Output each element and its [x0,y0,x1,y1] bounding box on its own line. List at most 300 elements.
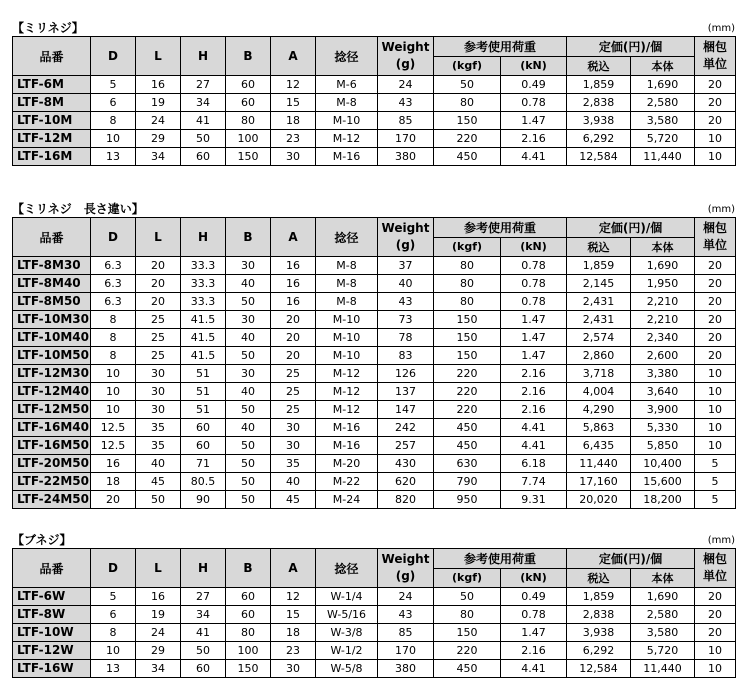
cell-weight: 147 [378,401,434,419]
table-header [13,37,736,76]
header-l: L [136,218,181,257]
cell-price-base: 18,200 [631,491,695,509]
cell-b: 50 [226,437,271,455]
cell-h: 27 [181,588,226,606]
cell-pack-unit: 10 [695,130,736,148]
cell-weight: 257 [378,437,434,455]
header-thread: 捻径 [316,218,378,257]
cell-thread: M-22 [316,473,378,491]
cell-model: LTF-8M40 [13,275,91,293]
cell-load-kn: 2.16 [501,642,567,660]
cell-b: 50 [226,347,271,365]
cell-d: 6 [91,606,136,624]
cell-a: 23 [271,130,316,148]
cell-b: 60 [226,76,271,94]
header-d: D [91,218,136,257]
header-price-group: 定価(円)/個 [567,37,695,57]
spec-table [12,36,736,166]
header-l: L [136,549,181,588]
cell-price-base: 3,640 [631,383,695,401]
cell-b: 150 [226,660,271,678]
table-row [13,606,736,624]
cell-l: 40 [136,455,181,473]
cell-pack-unit: 20 [695,293,736,311]
cell-a: 25 [271,401,316,419]
header-h: H [181,37,226,76]
cell-l: 34 [136,148,181,166]
cell-a: 16 [271,275,316,293]
header-load-kgf: (kgf) [434,56,501,76]
cell-price-base: 2,340 [631,329,695,347]
cell-model: LTF-8M [13,94,91,112]
table-row [13,642,736,660]
cell-h: 60 [181,437,226,455]
header-pack [695,218,736,257]
cell-a: 18 [271,112,316,130]
cell-a: 15 [271,606,316,624]
cell-a: 12 [271,588,316,606]
cell-d: 8 [91,624,136,642]
cell-d: 18 [91,473,136,491]
header-load-kn: (kN) [501,237,567,257]
cell-load-kn: 7.74 [501,473,567,491]
cell-thread: W-5/8 [316,660,378,678]
cell-model: LTF-8W [13,606,91,624]
cell-h: 41.5 [181,329,226,347]
cell-price-tax: 20,020 [567,491,631,509]
cell-h: 41.5 [181,311,226,329]
cell-h: 33.3 [181,257,226,275]
cell-load-kn: 1.47 [501,347,567,365]
header-load-kn: (kN) [501,568,567,588]
cell-price-tax: 2,838 [567,94,631,112]
cell-thread: M-16 [316,148,378,166]
cell-a: 30 [271,419,316,437]
table-row [13,588,736,606]
cell-price-tax: 2,574 [567,329,631,347]
cell-b: 30 [226,365,271,383]
cell-price-base: 11,440 [631,148,695,166]
cell-weight: 73 [378,311,434,329]
cell-load-kn: 1.47 [501,624,567,642]
cell-h: 60 [181,419,226,437]
cell-thread: M-16 [316,437,378,455]
cell-b: 60 [226,588,271,606]
cell-d: 6.3 [91,275,136,293]
cell-thread: M-8 [316,293,378,311]
section-metric [12,20,735,166]
cell-weight: 126 [378,365,434,383]
cell-a: 23 [271,642,316,660]
cell-h: 51 [181,383,226,401]
header-pack-top: 梱包 [703,40,728,54]
cell-h: 51 [181,365,226,383]
cell-a: 18 [271,624,316,642]
cell-weight: 380 [378,660,434,678]
cell-d: 10 [91,401,136,419]
cell-weight: 242 [378,419,434,437]
header-price-base: 本体 [631,56,695,76]
header-load-kgf: (kgf) [434,568,501,588]
cell-a: 30 [271,660,316,678]
cell-d: 13 [91,660,136,678]
cell-weight: 85 [378,112,434,130]
cell-b: 100 [226,642,271,660]
cell-b: 60 [226,606,271,624]
header-pack-bottom: 単位 [703,238,728,252]
unit-label: (mm) [707,204,735,215]
cell-price-base: 1,690 [631,257,695,275]
cell-pack-unit: 20 [695,606,736,624]
cell-model: LTF-16M [13,148,91,166]
cell-d: 8 [91,112,136,130]
cell-b: 150 [226,148,271,166]
cell-load-kgf: 450 [434,419,501,437]
cell-price-base: 2,210 [631,311,695,329]
cell-thread: W-5/16 [316,606,378,624]
cell-thread: W-1/2 [316,642,378,660]
cell-price-base: 2,580 [631,94,695,112]
cell-load-kn: 0.49 [501,588,567,606]
spec-table [12,548,736,678]
table-row [13,419,736,437]
header-b: B [226,37,271,76]
table-row [13,76,736,94]
cell-model: LTF-16W [13,660,91,678]
cell-load-kgf: 790 [434,473,501,491]
cell-pack-unit: 20 [695,275,736,293]
cell-thread: M-10 [316,329,378,347]
table-row [13,624,736,642]
cell-l: 19 [136,94,181,112]
header-price-group: 定価(円)/個 [567,549,695,569]
cell-price-tax: 4,004 [567,383,631,401]
cell-thread: M-10 [316,311,378,329]
cell-d: 8 [91,347,136,365]
cell-load-kn: 2.16 [501,130,567,148]
cell-load-kgf: 150 [434,311,501,329]
header-model: 品番 [13,549,91,588]
cell-pack-unit: 10 [695,437,736,455]
cell-l: 19 [136,606,181,624]
cell-d: 8 [91,311,136,329]
cell-pack-unit: 10 [695,148,736,166]
cell-weight: 380 [378,148,434,166]
cell-b: 30 [226,311,271,329]
section-whitworth [12,532,735,678]
cell-l: 20 [136,257,181,275]
section-title: 【ミリネジ 長さ違い】 [12,202,144,216]
cell-thread: M-12 [316,401,378,419]
cell-d: 6 [91,94,136,112]
cell-load-kgf: 220 [434,365,501,383]
cell-price-tax: 5,863 [567,419,631,437]
cell-b: 100 [226,130,271,148]
header-l: L [136,37,181,76]
header-pack-top: 梱包 [703,552,728,566]
cell-model: LTF-16M50 [13,437,91,455]
cell-price-tax: 2,431 [567,293,631,311]
table-header [13,218,736,257]
cell-weight: 43 [378,606,434,624]
cell-load-kgf: 50 [434,76,501,94]
cell-l: 20 [136,275,181,293]
cell-price-tax: 11,440 [567,455,631,473]
cell-load-kn: 4.41 [501,148,567,166]
cell-thread: M-10 [316,112,378,130]
header-price-tax: 税込 [567,56,631,76]
cell-load-kn: 0.78 [501,94,567,112]
table-row [13,112,736,130]
cell-load-kgf: 220 [434,642,501,660]
cell-l: 20 [136,293,181,311]
header-price-base: 本体 [631,568,695,588]
cell-load-kn: 1.47 [501,329,567,347]
section-header [12,201,735,217]
cell-price-tax: 6,292 [567,642,631,660]
cell-pack-unit: 20 [695,76,736,94]
cell-load-kgf: 150 [434,624,501,642]
cell-h: 80.5 [181,473,226,491]
cell-h: 33.3 [181,293,226,311]
cell-h: 34 [181,606,226,624]
cell-weight: 43 [378,293,434,311]
header-weight-label: Weight [381,552,430,566]
cell-pack-unit: 20 [695,329,736,347]
cell-l: 16 [136,76,181,94]
cell-thread: M-8 [316,94,378,112]
cell-model: LTF-12M30 [13,365,91,383]
cell-price-base: 10,400 [631,455,695,473]
header-weight-unit: (g) [395,569,416,583]
cell-load-kgf: 80 [434,293,501,311]
cell-model: LTF-10M30 [13,311,91,329]
cell-d: 5 [91,588,136,606]
cell-h: 51 [181,401,226,419]
cell-h: 33.3 [181,275,226,293]
header-price-group: 定価(円)/個 [567,218,695,238]
cell-pack-unit: 10 [695,660,736,678]
cell-load-kn: 4.41 [501,437,567,455]
table-row [13,455,736,473]
header-h: H [181,218,226,257]
table-row [13,329,736,347]
table-row [13,347,736,365]
cell-weight: 170 [378,642,434,660]
cell-d: 8 [91,329,136,347]
cell-b: 40 [226,329,271,347]
cell-price-base: 5,720 [631,642,695,660]
cell-weight: 430 [378,455,434,473]
cell-h: 50 [181,130,226,148]
cell-d: 6.3 [91,293,136,311]
cell-thread: M-6 [316,76,378,94]
cell-l: 24 [136,624,181,642]
header-b: B [226,218,271,257]
cell-weight: 85 [378,624,434,642]
table-row [13,401,736,419]
section-metric-lengths [12,201,735,509]
cell-a: 12 [271,76,316,94]
header-d: D [91,549,136,588]
cell-weight: 820 [378,491,434,509]
cell-d: 20 [91,491,136,509]
cell-a: 15 [271,94,316,112]
section-title: 【ミリネジ】 [12,21,84,35]
cell-thread: M-12 [316,365,378,383]
cell-l: 29 [136,642,181,660]
cell-load-kgf: 80 [434,606,501,624]
cell-thread: M-12 [316,130,378,148]
header-a: A [271,549,316,588]
cell-model: LTF-10W [13,624,91,642]
cell-a: 30 [271,148,316,166]
cell-load-kgf: 220 [434,383,501,401]
cell-l: 30 [136,401,181,419]
cell-load-kn: 1.47 [501,311,567,329]
section-title: 【ブネジ】 [12,533,72,547]
cell-load-kgf: 150 [434,329,501,347]
cell-weight: 137 [378,383,434,401]
cell-b: 60 [226,94,271,112]
cell-weight: 24 [378,76,434,94]
cell-h: 50 [181,642,226,660]
cell-weight: 40 [378,275,434,293]
cell-l: 24 [136,112,181,130]
cell-l: 25 [136,347,181,365]
cell-price-tax: 12,584 [567,660,631,678]
cell-h: 60 [181,148,226,166]
cell-b: 80 [226,112,271,130]
cell-pack-unit: 10 [695,642,736,660]
cell-load-kgf: 220 [434,401,501,419]
cell-model: LTF-10M50 [13,347,91,365]
cell-l: 35 [136,419,181,437]
cell-thread: M-20 [316,455,378,473]
header-weight-unit: (g) [395,238,416,252]
section-header [12,532,735,548]
cell-price-base: 5,850 [631,437,695,455]
cell-price-base: 1,950 [631,275,695,293]
cell-h: 41 [181,624,226,642]
cell-price-base: 2,600 [631,347,695,365]
cell-h: 41.5 [181,347,226,365]
cell-price-tax: 3,938 [567,112,631,130]
cell-a: 40 [271,473,316,491]
cell-load-kn: 4.41 [501,419,567,437]
cell-weight: 620 [378,473,434,491]
cell-a: 30 [271,437,316,455]
header-weight [378,218,434,257]
cell-price-tax: 3,718 [567,365,631,383]
header-thread: 捻径 [316,549,378,588]
spec-table [12,217,736,509]
cell-l: 25 [136,311,181,329]
header-load-kgf: (kgf) [434,237,501,257]
cell-load-kgf: 50 [434,588,501,606]
cell-load-kn: 4.41 [501,660,567,678]
cell-thread: M-8 [316,257,378,275]
cell-price-tax: 4,290 [567,401,631,419]
cell-price-base: 5,720 [631,130,695,148]
cell-thread: M-24 [316,491,378,509]
cell-l: 45 [136,473,181,491]
header-price-base: 本体 [631,237,695,257]
header-model: 品番 [13,218,91,257]
cell-pack-unit: 20 [695,257,736,275]
header-price-tax: 税込 [567,568,631,588]
cell-price-base: 3,900 [631,401,695,419]
unit-label: (mm) [707,23,735,34]
table-row [13,311,736,329]
cell-d: 5 [91,76,136,94]
table-row [13,275,736,293]
cell-pack-unit: 20 [695,112,736,130]
cell-b: 30 [226,257,271,275]
cell-thread: W-3/8 [316,624,378,642]
cell-price-base: 3,580 [631,624,695,642]
cell-b: 40 [226,419,271,437]
header-d: D [91,37,136,76]
table-body [13,76,736,166]
cell-price-base: 1,690 [631,76,695,94]
table-row [13,383,736,401]
header-model: 品番 [13,37,91,76]
header-pack-bottom: 単位 [703,569,728,583]
table-body [13,257,736,509]
cell-pack-unit: 5 [695,455,736,473]
cell-price-tax: 3,938 [567,624,631,642]
cell-d: 10 [91,130,136,148]
cell-weight: 170 [378,130,434,148]
cell-a: 16 [271,293,316,311]
cell-load-kgf: 450 [434,148,501,166]
header-load-group: 参考使用荷重 [434,37,567,57]
cell-pack-unit: 20 [695,311,736,329]
table-row [13,257,736,275]
header-thread: 捻径 [316,37,378,76]
cell-d: 16 [91,455,136,473]
cell-pack-unit: 10 [695,383,736,401]
table-row [13,130,736,148]
cell-d: 10 [91,642,136,660]
cell-a: 20 [271,329,316,347]
table-body [13,588,736,678]
cell-load-kgf: 150 [434,347,501,365]
cell-thread: M-10 [316,347,378,365]
cell-price-base: 3,580 [631,112,695,130]
cell-price-base: 1,690 [631,588,695,606]
cell-price-tax: 2,860 [567,347,631,365]
cell-d: 13 [91,148,136,166]
cell-pack-unit: 20 [695,624,736,642]
cell-a: 25 [271,365,316,383]
cell-load-kgf: 80 [434,94,501,112]
table-row [13,148,736,166]
cell-pack-unit: 5 [695,473,736,491]
cell-load-kn: 2.16 [501,365,567,383]
header-price-tax: 税込 [567,237,631,257]
cell-load-kgf: 80 [434,275,501,293]
cell-l: 35 [136,437,181,455]
cell-b: 40 [226,383,271,401]
cell-d: 10 [91,383,136,401]
cell-model: LTF-6W [13,588,91,606]
cell-load-kn: 1.47 [501,112,567,130]
header-pack [695,549,736,588]
cell-b: 50 [226,455,271,473]
header-weight [378,37,434,76]
